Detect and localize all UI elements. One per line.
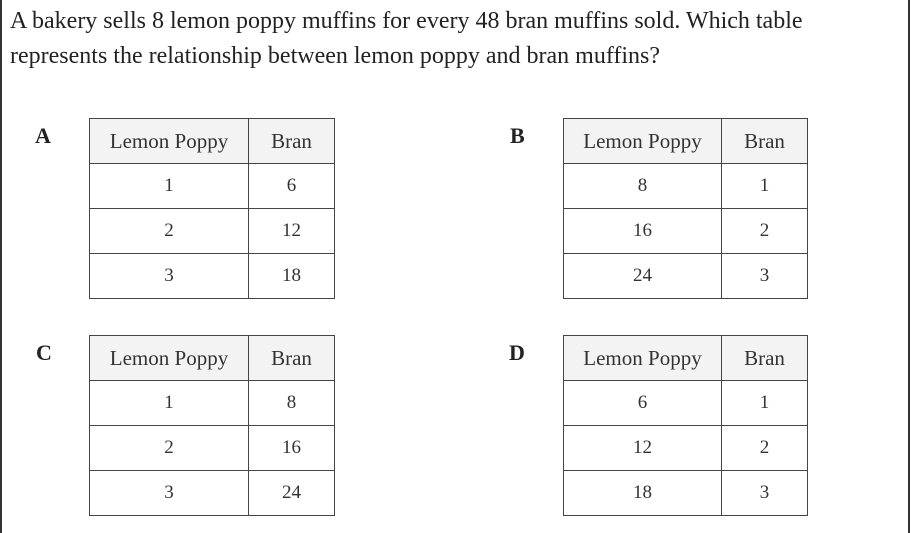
cell-lemon-poppy: 2 [90, 209, 249, 254]
header-lemon-poppy: Lemon Poppy [90, 336, 249, 381]
question-line-1: A bakery sells 8 lemon poppy muffins for every 48 bran muffins sold. Which table [10, 8, 803, 34]
cell-lemon-poppy: 1 [90, 381, 249, 426]
header-lemon-poppy: Lemon Poppy [90, 119, 249, 164]
cell-lemon-poppy: 6 [564, 381, 722, 426]
option-b-table[interactable] [563, 118, 808, 299]
option-a-table[interactable] [89, 118, 335, 299]
table-row [90, 426, 335, 471]
cell-lemon-poppy: 8 [564, 164, 722, 209]
table-header-row [90, 336, 335, 381]
table-row [564, 381, 808, 426]
cell-bran: 18 [249, 254, 335, 299]
header-lemon-poppy: Lemon Poppy [564, 336, 722, 381]
cell-bran: 16 [249, 426, 335, 471]
cell-lemon-poppy: 12 [564, 426, 722, 471]
table-header-row [90, 119, 335, 164]
table-row [90, 164, 335, 209]
cell-lemon-poppy: 24 [564, 254, 722, 299]
cell-bran: 1 [722, 381, 808, 426]
table-header-row [564, 336, 808, 381]
option-d-table[interactable] [563, 335, 808, 516]
cell-lemon-poppy: 2 [90, 426, 249, 471]
header-bran: Bran [722, 119, 808, 164]
header-bran: Bran [722, 336, 808, 381]
table-row [90, 471, 335, 516]
cell-bran: 3 [722, 254, 808, 299]
header-lemon-poppy: Lemon Poppy [564, 119, 722, 164]
option-b-letter: B [510, 123, 525, 148]
table-row [564, 471, 808, 516]
option-c-letter: C [36, 340, 52, 365]
cell-bran: 12 [249, 209, 335, 254]
question-text [10, 4, 900, 74]
table-row [90, 381, 335, 426]
cell-bran: 6 [249, 164, 335, 209]
cell-lemon-poppy: 3 [90, 254, 249, 299]
header-bran: Bran [249, 336, 335, 381]
table-row [564, 426, 808, 471]
option-a-letter: A [35, 123, 51, 148]
table-header-row [564, 119, 808, 164]
header-bran: Bran [249, 119, 335, 164]
cell-bran: 1 [722, 164, 808, 209]
option-c-table[interactable] [89, 335, 335, 516]
cell-lemon-poppy: 16 [564, 209, 722, 254]
cell-bran: 2 [722, 426, 808, 471]
table-row [90, 254, 335, 299]
cell-bran: 3 [722, 471, 808, 516]
table-row [90, 209, 335, 254]
cell-bran: 8 [249, 381, 335, 426]
table-row [564, 254, 808, 299]
table-row [564, 164, 808, 209]
cell-lemon-poppy: 1 [90, 164, 249, 209]
table-row [564, 209, 808, 254]
option-d-letter: D [509, 340, 525, 365]
cell-bran: 24 [249, 471, 335, 516]
cell-lemon-poppy: 3 [90, 471, 249, 516]
cell-bran: 2 [722, 209, 808, 254]
question-line-2: represents the relationship between lemon poppy and bran muffins? [10, 43, 661, 69]
cell-lemon-poppy: 18 [564, 471, 722, 516]
